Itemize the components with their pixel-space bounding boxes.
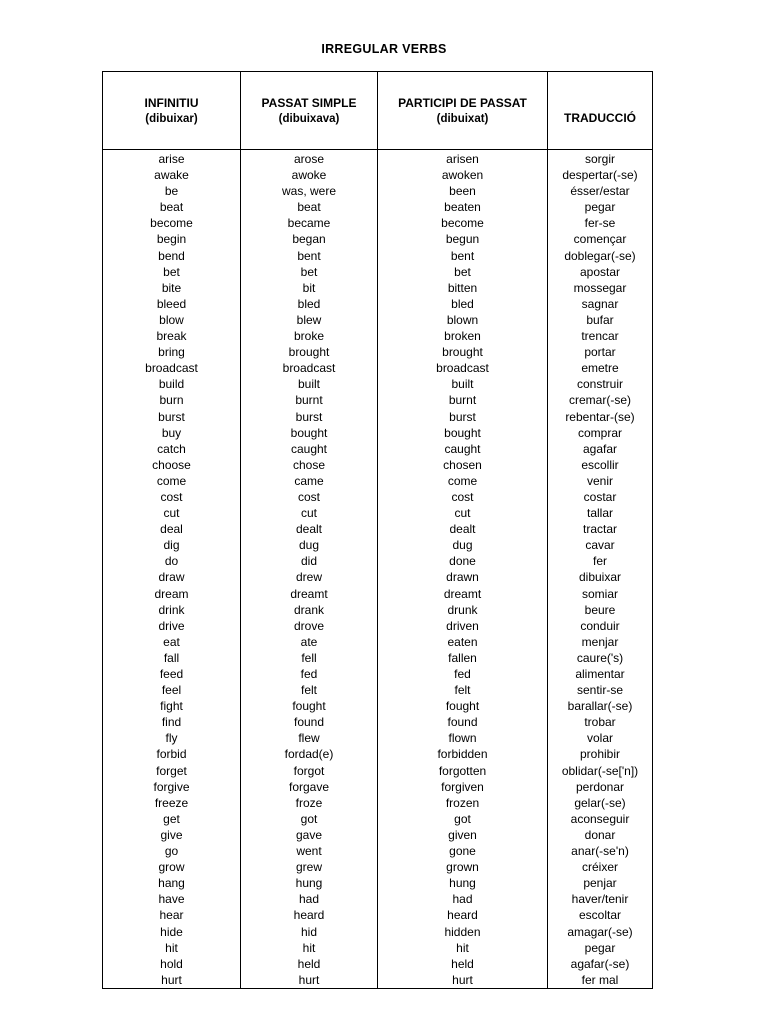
traduccio-cell: haver/tenir bbox=[548, 891, 653, 907]
table-row bbox=[103, 489, 653, 505]
passat-simple-cell: held bbox=[241, 956, 378, 972]
passat-simple-cell: broadcast bbox=[241, 360, 378, 376]
participi-cell: got bbox=[378, 811, 548, 827]
passat-simple-cell: awoke bbox=[241, 167, 378, 183]
table-body bbox=[103, 150, 653, 989]
table-row bbox=[103, 521, 653, 537]
traduccio-cell: amagar(-se) bbox=[548, 924, 653, 940]
participi-cell: dreamt bbox=[378, 586, 548, 602]
participi-cell: hurt bbox=[378, 972, 548, 989]
traduccio-cell: sagnar bbox=[548, 296, 653, 312]
traduccio-cell: portar bbox=[548, 344, 653, 360]
traduccio-cell: rebentar-(se) bbox=[548, 409, 653, 425]
table-row bbox=[103, 891, 653, 907]
participi-cell: become bbox=[378, 215, 548, 231]
participi-cell: bet bbox=[378, 264, 548, 280]
infinitiu-cell: dream bbox=[103, 586, 241, 602]
table-row bbox=[103, 634, 653, 650]
table-row bbox=[103, 602, 653, 618]
table-row bbox=[103, 231, 653, 247]
passat-simple-cell: burnt bbox=[241, 392, 378, 408]
traduccio-cell: menjar bbox=[548, 634, 653, 650]
table-row bbox=[103, 505, 653, 521]
passat-simple-cell: came bbox=[241, 473, 378, 489]
participi-cell: broadcast bbox=[378, 360, 548, 376]
traduccio-cell: tallar bbox=[548, 505, 653, 521]
traduccio-cell: agafar(-se) bbox=[548, 956, 653, 972]
infinitiu-cell: hear bbox=[103, 907, 241, 923]
infinitiu-cell: fight bbox=[103, 698, 241, 714]
participi-cell: felt bbox=[378, 682, 548, 698]
participi-cell: bled bbox=[378, 296, 548, 312]
participi-cell: chosen bbox=[378, 457, 548, 473]
table-row bbox=[103, 843, 653, 859]
infinitiu-cell: beat bbox=[103, 199, 241, 215]
infinitiu-cell: hurt bbox=[103, 972, 241, 989]
participi-cell: hung bbox=[378, 875, 548, 891]
traduccio-cell: ésser/estar bbox=[548, 183, 653, 199]
participi-cell: fought bbox=[378, 698, 548, 714]
table-row bbox=[103, 956, 653, 972]
table-row bbox=[103, 811, 653, 827]
traduccio-cell: tractar bbox=[548, 521, 653, 537]
infinitiu-cell: build bbox=[103, 376, 241, 392]
traduccio-cell: trencar bbox=[548, 328, 653, 344]
participi-cell: drawn bbox=[378, 569, 548, 585]
table-row bbox=[103, 183, 653, 199]
header-traduccio-label: TRADUCCIÓ bbox=[564, 110, 636, 125]
passat-simple-cell: dreamt bbox=[241, 586, 378, 602]
traduccio-cell: començar bbox=[548, 231, 653, 247]
passat-simple-cell: dug bbox=[241, 537, 378, 553]
table-row bbox=[103, 859, 653, 875]
participi-cell: built bbox=[378, 376, 548, 392]
table-row bbox=[103, 328, 653, 344]
traduccio-cell: perdonar bbox=[548, 779, 653, 795]
participi-cell: frozen bbox=[378, 795, 548, 811]
header-infinitiu-label: INFINITIU bbox=[144, 95, 199, 110]
traduccio-cell: fer-se bbox=[548, 215, 653, 231]
infinitiu-cell: blow bbox=[103, 312, 241, 328]
participi-cell: cut bbox=[378, 505, 548, 521]
infinitiu-cell: drive bbox=[103, 618, 241, 634]
participi-cell: bought bbox=[378, 425, 548, 441]
passat-simple-cell: dealt bbox=[241, 521, 378, 537]
infinitiu-cell: burn bbox=[103, 392, 241, 408]
participi-cell: drunk bbox=[378, 602, 548, 618]
traduccio-cell: cremar(-se) bbox=[548, 392, 653, 408]
traduccio-cell: trobar bbox=[548, 714, 653, 730]
infinitiu-cell: awake bbox=[103, 167, 241, 183]
passat-simple-cell: forgave bbox=[241, 779, 378, 795]
header-infinitiu bbox=[103, 72, 241, 150]
traduccio-cell: despertar(-se) bbox=[548, 167, 653, 183]
traduccio-cell: barallar(-se) bbox=[548, 698, 653, 714]
table-row bbox=[103, 698, 653, 714]
table-row bbox=[103, 312, 653, 328]
participi-cell: burst bbox=[378, 409, 548, 425]
passat-simple-cell: hid bbox=[241, 924, 378, 940]
participi-cell: held bbox=[378, 956, 548, 972]
header-participi bbox=[378, 72, 548, 150]
infinitiu-cell: have bbox=[103, 891, 241, 907]
infinitiu-cell: broadcast bbox=[103, 360, 241, 376]
header-infinitiu-example: (dibuixar) bbox=[145, 112, 198, 125]
table-row bbox=[103, 553, 653, 569]
participi-cell: beaten bbox=[378, 199, 548, 215]
participi-cell: blown bbox=[378, 312, 548, 328]
traduccio-cell: comprar bbox=[548, 425, 653, 441]
irregular-verbs-table bbox=[102, 71, 653, 989]
table-row bbox=[103, 215, 653, 231]
traduccio-cell: oblidar(-se['n]) bbox=[548, 763, 653, 779]
traduccio-cell: alimentar bbox=[548, 666, 653, 682]
infinitiu-cell: choose bbox=[103, 457, 241, 473]
participi-cell: bent bbox=[378, 248, 548, 264]
table-header bbox=[103, 72, 653, 150]
infinitiu-cell: forget bbox=[103, 763, 241, 779]
participi-cell: burnt bbox=[378, 392, 548, 408]
table-row bbox=[103, 150, 653, 168]
infinitiu-cell: hang bbox=[103, 875, 241, 891]
passat-simple-cell: bought bbox=[241, 425, 378, 441]
traduccio-cell: conduir bbox=[548, 618, 653, 634]
passat-simple-cell: fought bbox=[241, 698, 378, 714]
table-row bbox=[103, 875, 653, 891]
participi-cell: come bbox=[378, 473, 548, 489]
passat-simple-cell: caught bbox=[241, 441, 378, 457]
infinitiu-cell: give bbox=[103, 827, 241, 843]
header-traduccio bbox=[548, 72, 653, 150]
header-passat-label: PASSAT SIMPLE bbox=[261, 95, 357, 110]
table-row bbox=[103, 199, 653, 215]
infinitiu-cell: feel bbox=[103, 682, 241, 698]
traduccio-cell: sorgir bbox=[548, 150, 653, 168]
infinitiu-cell: bend bbox=[103, 248, 241, 264]
participi-cell: bitten bbox=[378, 280, 548, 296]
traduccio-cell: agafar bbox=[548, 441, 653, 457]
traduccio-cell: anar(-se'n) bbox=[548, 843, 653, 859]
passat-simple-cell: bit bbox=[241, 280, 378, 296]
infinitiu-cell: arise bbox=[103, 150, 241, 168]
traduccio-cell: fer bbox=[548, 553, 653, 569]
participi-cell: fallen bbox=[378, 650, 548, 666]
table-row bbox=[103, 730, 653, 746]
infinitiu-cell: fall bbox=[103, 650, 241, 666]
table-row bbox=[103, 940, 653, 956]
passat-simple-cell: bet bbox=[241, 264, 378, 280]
passat-simple-cell: arose bbox=[241, 150, 378, 168]
passat-simple-cell: fell bbox=[241, 650, 378, 666]
passat-simple-cell: flew bbox=[241, 730, 378, 746]
table-row bbox=[103, 264, 653, 280]
participi-cell: done bbox=[378, 553, 548, 569]
table-row bbox=[103, 167, 653, 183]
infinitiu-cell: hold bbox=[103, 956, 241, 972]
traduccio-cell: construir bbox=[548, 376, 653, 392]
table-row bbox=[103, 586, 653, 602]
page-title: IRREGULAR VERBS bbox=[321, 42, 447, 56]
participi-cell: arisen bbox=[378, 150, 548, 168]
participi-cell: grown bbox=[378, 859, 548, 875]
traduccio-cell: volar bbox=[548, 730, 653, 746]
passat-simple-cell: became bbox=[241, 215, 378, 231]
table-row bbox=[103, 569, 653, 585]
table-row bbox=[103, 376, 653, 392]
traduccio-cell: cavar bbox=[548, 537, 653, 553]
traduccio-cell: venir bbox=[548, 473, 653, 489]
passat-simple-cell: blew bbox=[241, 312, 378, 328]
passat-simple-cell: burst bbox=[241, 409, 378, 425]
participi-cell: found bbox=[378, 714, 548, 730]
traduccio-cell: pegar bbox=[548, 199, 653, 215]
traduccio-cell: fer mal bbox=[548, 972, 653, 989]
table-row bbox=[103, 924, 653, 940]
table-row bbox=[103, 666, 653, 682]
passat-simple-cell: bent bbox=[241, 248, 378, 264]
table-row bbox=[103, 457, 653, 473]
traduccio-cell: sentir-se bbox=[548, 682, 653, 698]
participi-cell: forgiven bbox=[378, 779, 548, 795]
passat-simple-cell: had bbox=[241, 891, 378, 907]
infinitiu-cell: go bbox=[103, 843, 241, 859]
participi-cell: dug bbox=[378, 537, 548, 553]
passat-simple-cell: froze bbox=[241, 795, 378, 811]
passat-simple-cell: began bbox=[241, 231, 378, 247]
participi-cell: hidden bbox=[378, 924, 548, 940]
passat-simple-cell: was, were bbox=[241, 183, 378, 199]
traduccio-cell: prohibir bbox=[548, 746, 653, 762]
infinitiu-cell: bleed bbox=[103, 296, 241, 312]
traduccio-cell: escoltar bbox=[548, 907, 653, 923]
traduccio-cell: doblegar(-se) bbox=[548, 248, 653, 264]
traduccio-cell: caure('s) bbox=[548, 650, 653, 666]
participi-cell: had bbox=[378, 891, 548, 907]
table-row bbox=[103, 618, 653, 634]
infinitiu-cell: burst bbox=[103, 409, 241, 425]
traduccio-cell: donar bbox=[548, 827, 653, 843]
passat-simple-cell: drove bbox=[241, 618, 378, 634]
traduccio-cell: beure bbox=[548, 602, 653, 618]
traduccio-cell: pegar bbox=[548, 940, 653, 956]
table-row bbox=[103, 795, 653, 811]
infinitiu-cell: feed bbox=[103, 666, 241, 682]
passat-simple-cell: cost bbox=[241, 489, 378, 505]
traduccio-cell: emetre bbox=[548, 360, 653, 376]
participi-cell: brought bbox=[378, 344, 548, 360]
table-row bbox=[103, 779, 653, 795]
participi-cell: flown bbox=[378, 730, 548, 746]
traduccio-cell: escollir bbox=[548, 457, 653, 473]
participi-cell: given bbox=[378, 827, 548, 843]
participi-cell: driven bbox=[378, 618, 548, 634]
passat-simple-cell: grew bbox=[241, 859, 378, 875]
participi-cell: awoken bbox=[378, 167, 548, 183]
traduccio-cell: apostar bbox=[548, 264, 653, 280]
participi-cell: eaten bbox=[378, 634, 548, 650]
infinitiu-cell: deal bbox=[103, 521, 241, 537]
table-row bbox=[103, 360, 653, 376]
passat-simple-cell: bled bbox=[241, 296, 378, 312]
infinitiu-cell: be bbox=[103, 183, 241, 199]
table-row bbox=[103, 827, 653, 843]
infinitiu-cell: hide bbox=[103, 924, 241, 940]
infinitiu-cell: freeze bbox=[103, 795, 241, 811]
participi-cell: broken bbox=[378, 328, 548, 344]
participi-cell: forbidden bbox=[378, 746, 548, 762]
table-row bbox=[103, 392, 653, 408]
passat-simple-cell: cut bbox=[241, 505, 378, 521]
table-row bbox=[103, 972, 653, 989]
infinitiu-cell: catch bbox=[103, 441, 241, 457]
passat-simple-cell: forgot bbox=[241, 763, 378, 779]
table-row bbox=[103, 425, 653, 441]
traduccio-cell: mossegar bbox=[548, 280, 653, 296]
passat-simple-cell: hit bbox=[241, 940, 378, 956]
table-row bbox=[103, 537, 653, 553]
participi-cell: hit bbox=[378, 940, 548, 956]
infinitiu-cell: cut bbox=[103, 505, 241, 521]
table-row bbox=[103, 441, 653, 457]
infinitiu-cell: find bbox=[103, 714, 241, 730]
table-row bbox=[103, 344, 653, 360]
traduccio-cell: créixer bbox=[548, 859, 653, 875]
passat-simple-cell: hurt bbox=[241, 972, 378, 989]
infinitiu-cell: forbid bbox=[103, 746, 241, 762]
table-row bbox=[103, 763, 653, 779]
passat-simple-cell: felt bbox=[241, 682, 378, 698]
passat-simple-cell: hung bbox=[241, 875, 378, 891]
infinitiu-cell: begin bbox=[103, 231, 241, 247]
header-row bbox=[103, 72, 653, 150]
traduccio-cell: penjar bbox=[548, 875, 653, 891]
passat-simple-cell: gave bbox=[241, 827, 378, 843]
header-participi-example: (dibuixat) bbox=[436, 112, 489, 125]
passat-simple-cell: chose bbox=[241, 457, 378, 473]
infinitiu-cell: break bbox=[103, 328, 241, 344]
participi-cell: dealt bbox=[378, 521, 548, 537]
table-row bbox=[103, 409, 653, 425]
participi-cell: cost bbox=[378, 489, 548, 505]
infinitiu-cell: get bbox=[103, 811, 241, 827]
participi-cell: been bbox=[378, 183, 548, 199]
passat-simple-cell: brought bbox=[241, 344, 378, 360]
infinitiu-cell: come bbox=[103, 473, 241, 489]
infinitiu-cell: bring bbox=[103, 344, 241, 360]
participi-cell: fed bbox=[378, 666, 548, 682]
infinitiu-cell: bite bbox=[103, 280, 241, 296]
table-row bbox=[103, 682, 653, 698]
infinitiu-cell: become bbox=[103, 215, 241, 231]
infinitiu-cell: do bbox=[103, 553, 241, 569]
infinitiu-cell: bet bbox=[103, 264, 241, 280]
infinitiu-cell: dig bbox=[103, 537, 241, 553]
table-row bbox=[103, 650, 653, 666]
passat-simple-cell: fed bbox=[241, 666, 378, 682]
traduccio-cell: gelar(-se) bbox=[548, 795, 653, 811]
participi-cell: forgotten bbox=[378, 763, 548, 779]
infinitiu-cell: buy bbox=[103, 425, 241, 441]
passat-simple-cell: built bbox=[241, 376, 378, 392]
table-row bbox=[103, 473, 653, 489]
header-passat-simple bbox=[241, 72, 378, 150]
infinitiu-cell: hit bbox=[103, 940, 241, 956]
infinitiu-cell: cost bbox=[103, 489, 241, 505]
participi-cell: begun bbox=[378, 231, 548, 247]
table-row bbox=[103, 907, 653, 923]
infinitiu-cell: eat bbox=[103, 634, 241, 650]
passat-simple-cell: got bbox=[241, 811, 378, 827]
table-row bbox=[103, 248, 653, 264]
passat-simple-cell: did bbox=[241, 553, 378, 569]
table-row bbox=[103, 746, 653, 762]
infinitiu-cell: forgive bbox=[103, 779, 241, 795]
passat-simple-cell: found bbox=[241, 714, 378, 730]
header-passat-example: (dibuixava) bbox=[278, 112, 340, 125]
passat-simple-cell: fordad(e) bbox=[241, 746, 378, 762]
table-row bbox=[103, 280, 653, 296]
participi-cell: caught bbox=[378, 441, 548, 457]
passat-simple-cell: went bbox=[241, 843, 378, 859]
infinitiu-cell: fly bbox=[103, 730, 241, 746]
passat-simple-cell: drew bbox=[241, 569, 378, 585]
passat-simple-cell: ate bbox=[241, 634, 378, 650]
infinitiu-cell: draw bbox=[103, 569, 241, 585]
traduccio-cell: dibuixar bbox=[548, 569, 653, 585]
passat-simple-cell: drank bbox=[241, 602, 378, 618]
traduccio-cell: aconseguir bbox=[548, 811, 653, 827]
passat-simple-cell: broke bbox=[241, 328, 378, 344]
infinitiu-cell: grow bbox=[103, 859, 241, 875]
traduccio-cell: somiar bbox=[548, 586, 653, 602]
participi-cell: heard bbox=[378, 907, 548, 923]
traduccio-cell: costar bbox=[548, 489, 653, 505]
participi-cell: gone bbox=[378, 843, 548, 859]
header-participi-label: PARTICIPI DE PASSAT bbox=[398, 95, 527, 110]
passat-simple-cell: heard bbox=[241, 907, 378, 923]
table-row bbox=[103, 714, 653, 730]
infinitiu-cell: drink bbox=[103, 602, 241, 618]
traduccio-cell: bufar bbox=[548, 312, 653, 328]
passat-simple-cell: beat bbox=[241, 199, 378, 215]
table-row bbox=[103, 296, 653, 312]
